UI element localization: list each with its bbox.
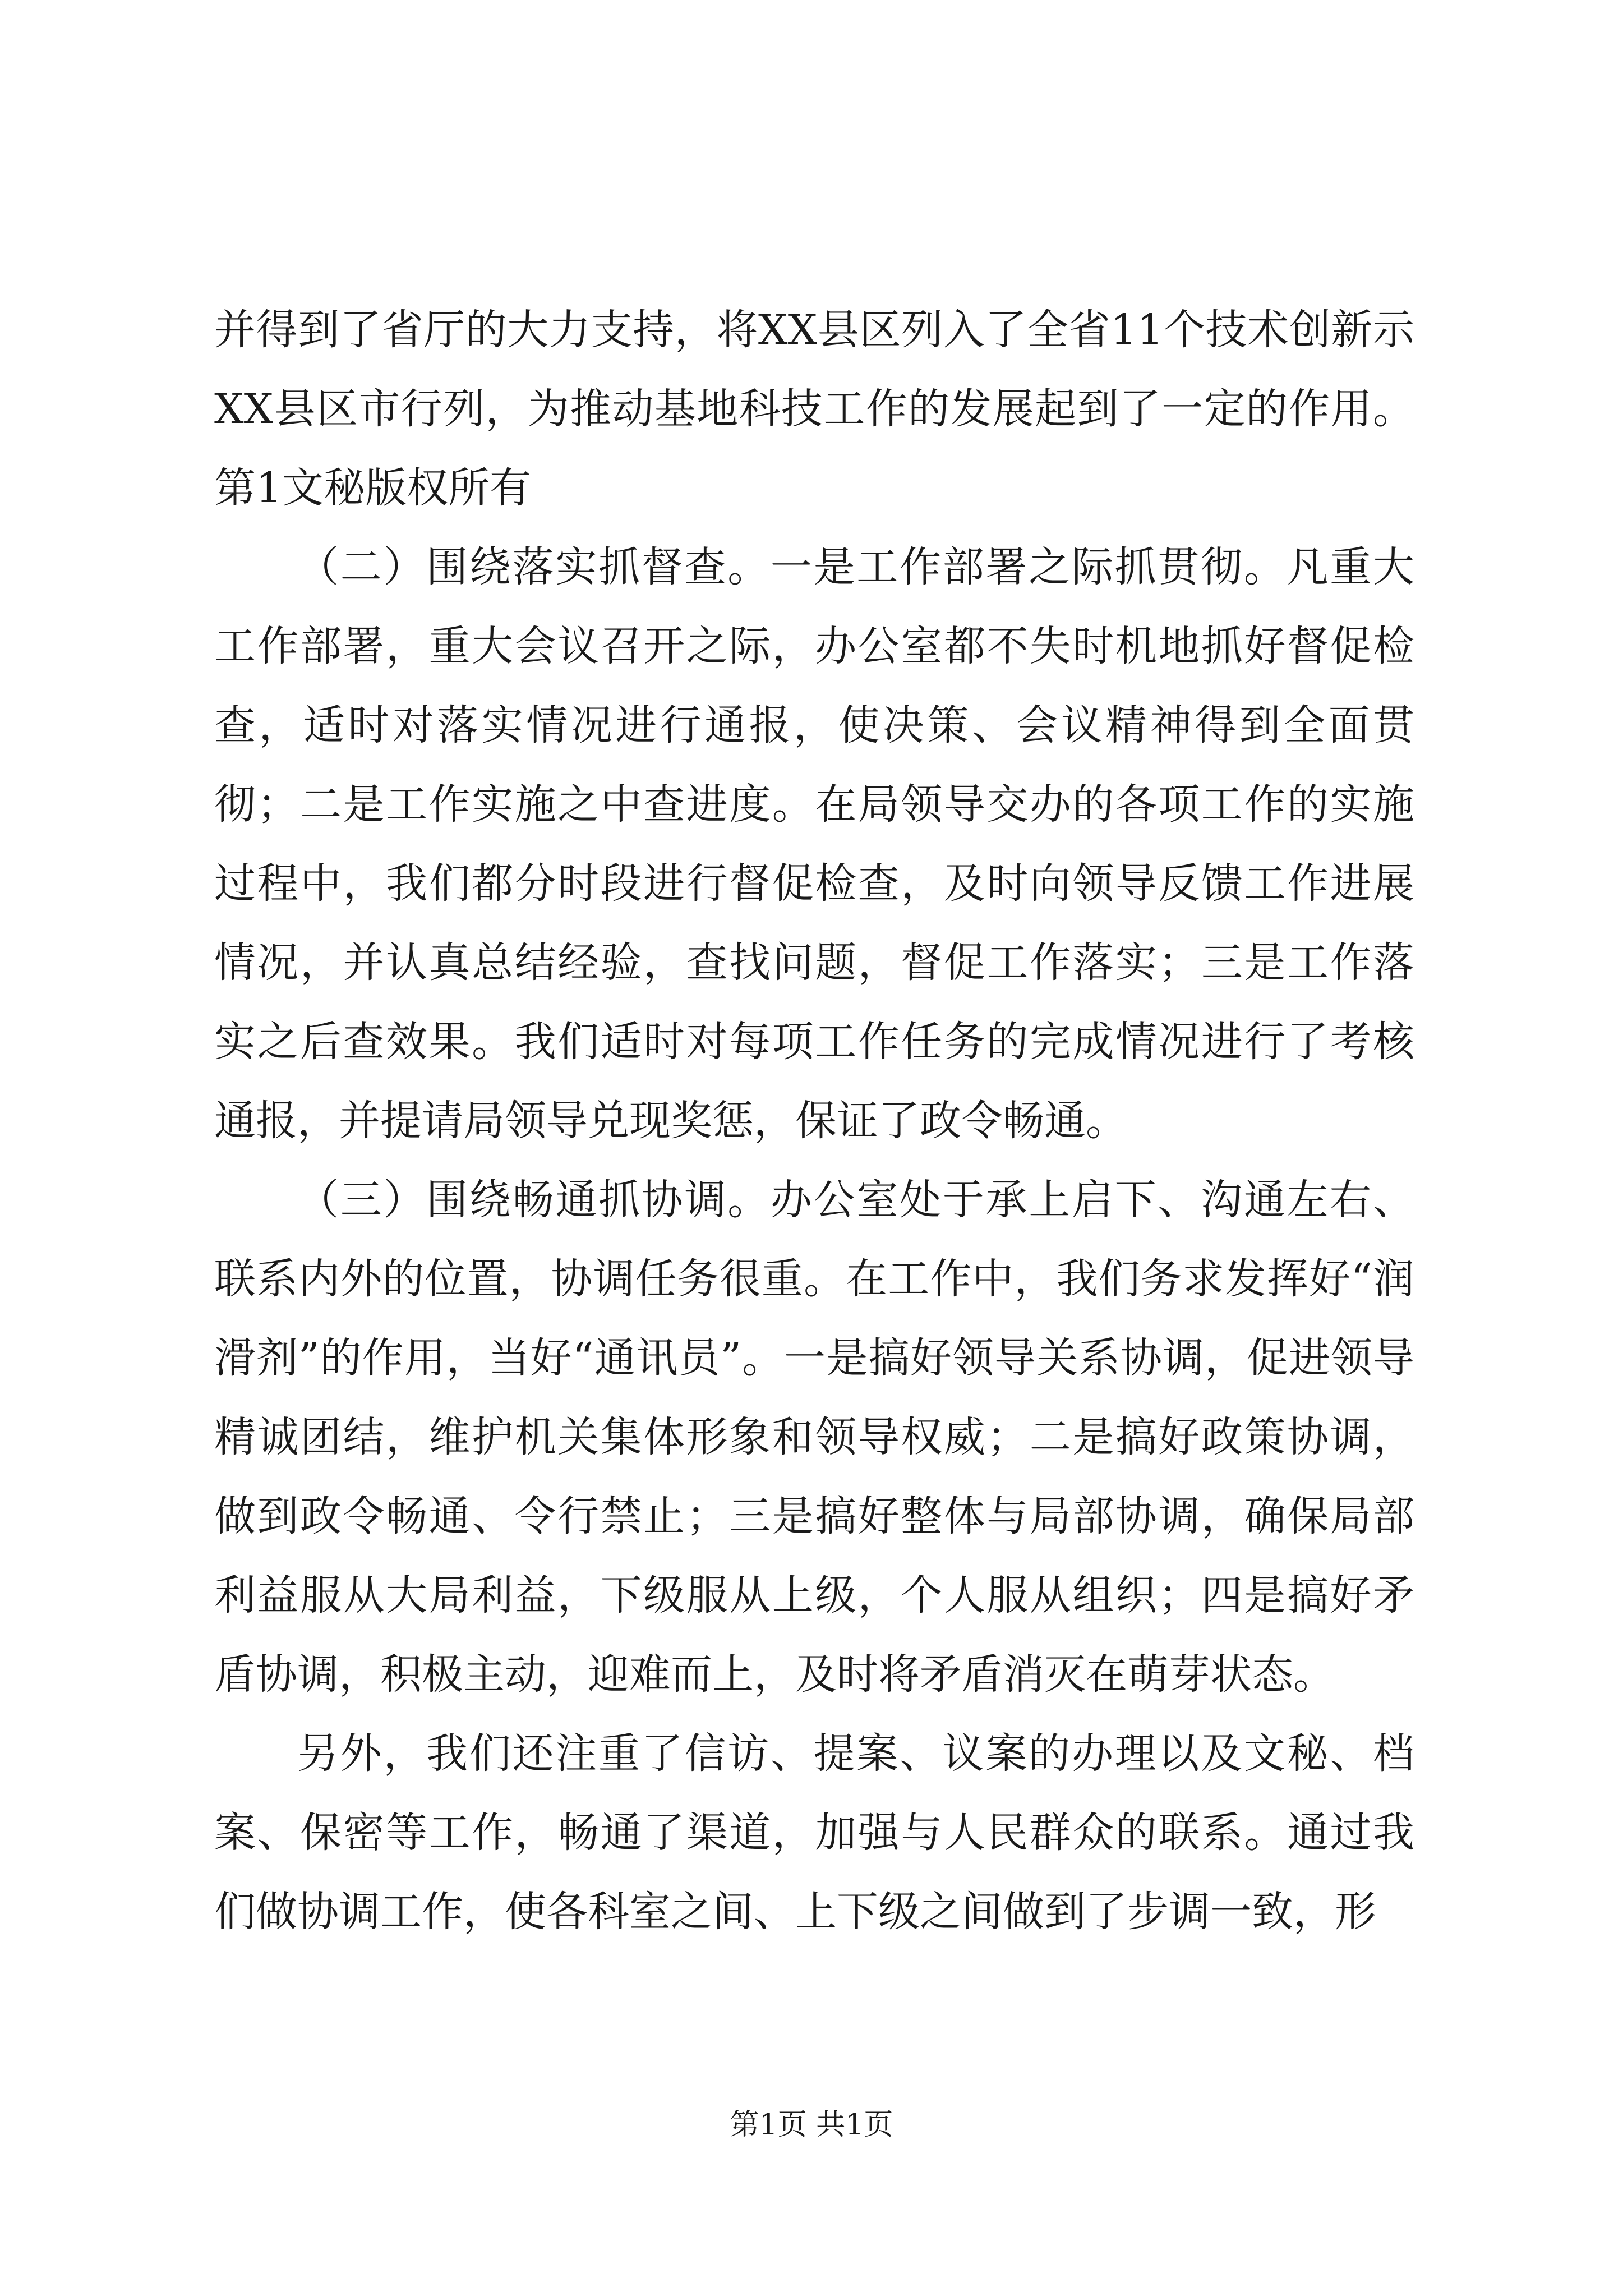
document-body	[214, 291, 1414, 1952]
page-number-footer: 第1页 共1页	[730, 2108, 893, 2142]
paragraph-other: 另外，我们还注重了信访、提案、议案的办理以及文秘、档案、保密等工作，畅通了渠道，加强与人民群众的联系。通过我们做协调工作，使各科室之间、上下级之间做到了步调一致，形	[214, 1729, 1414, 1936]
paragraph-section-2: （二）围绕落实抓督查。一是工作部署之际抓贯彻。凡重大工作部署，重大会议召开之际，办公室都不失时机地抓好督促检查，适时对落实情况进行通报，使决策、会议精神得到全面贯彻；二是工作实施之中查进度。在局领导交办的各项工作的实施过程中，我们都分时段进行督促检查，及时向领导反馈工作进展情况，并认真总结经验，查找问题，督促工作落实；三是工作落实之后查效果。我们适时对每项工作任务的完成情况进行了考核通报，并提请局领导兑现奖惩，保证了政令畅通。	[214, 543, 1414, 1145]
paragraph-continuation: 并得到了省厅的大力支持，将XX县区列入了全省11个技术创新示XX县区市行列，为推动基地科技工作的发展起到了一定的作用。第1文秘版权所有	[214, 306, 1414, 512]
paragraph-section-3: （三）围绕畅通抓协调。办公室处于承上启下、沟通左右、联系内外的位置，协调任务很重。在工作中，我们务求发挥好“润滑剂”的作用，当好“通讯员”。一是搞好领导关系协调，促进领导精诚团结，维护机关集体形象和领导权威；二是搞好政策协调，做到政令畅通、令行禁止；三是搞好整体与局部协调，确保局部利益服从大局利益，下级服从上级，个人服从组织；四是搞好矛盾协调，积极主动，迎难而上，及时将矛盾消灭在萌芽状态。	[214, 1176, 1414, 1699]
